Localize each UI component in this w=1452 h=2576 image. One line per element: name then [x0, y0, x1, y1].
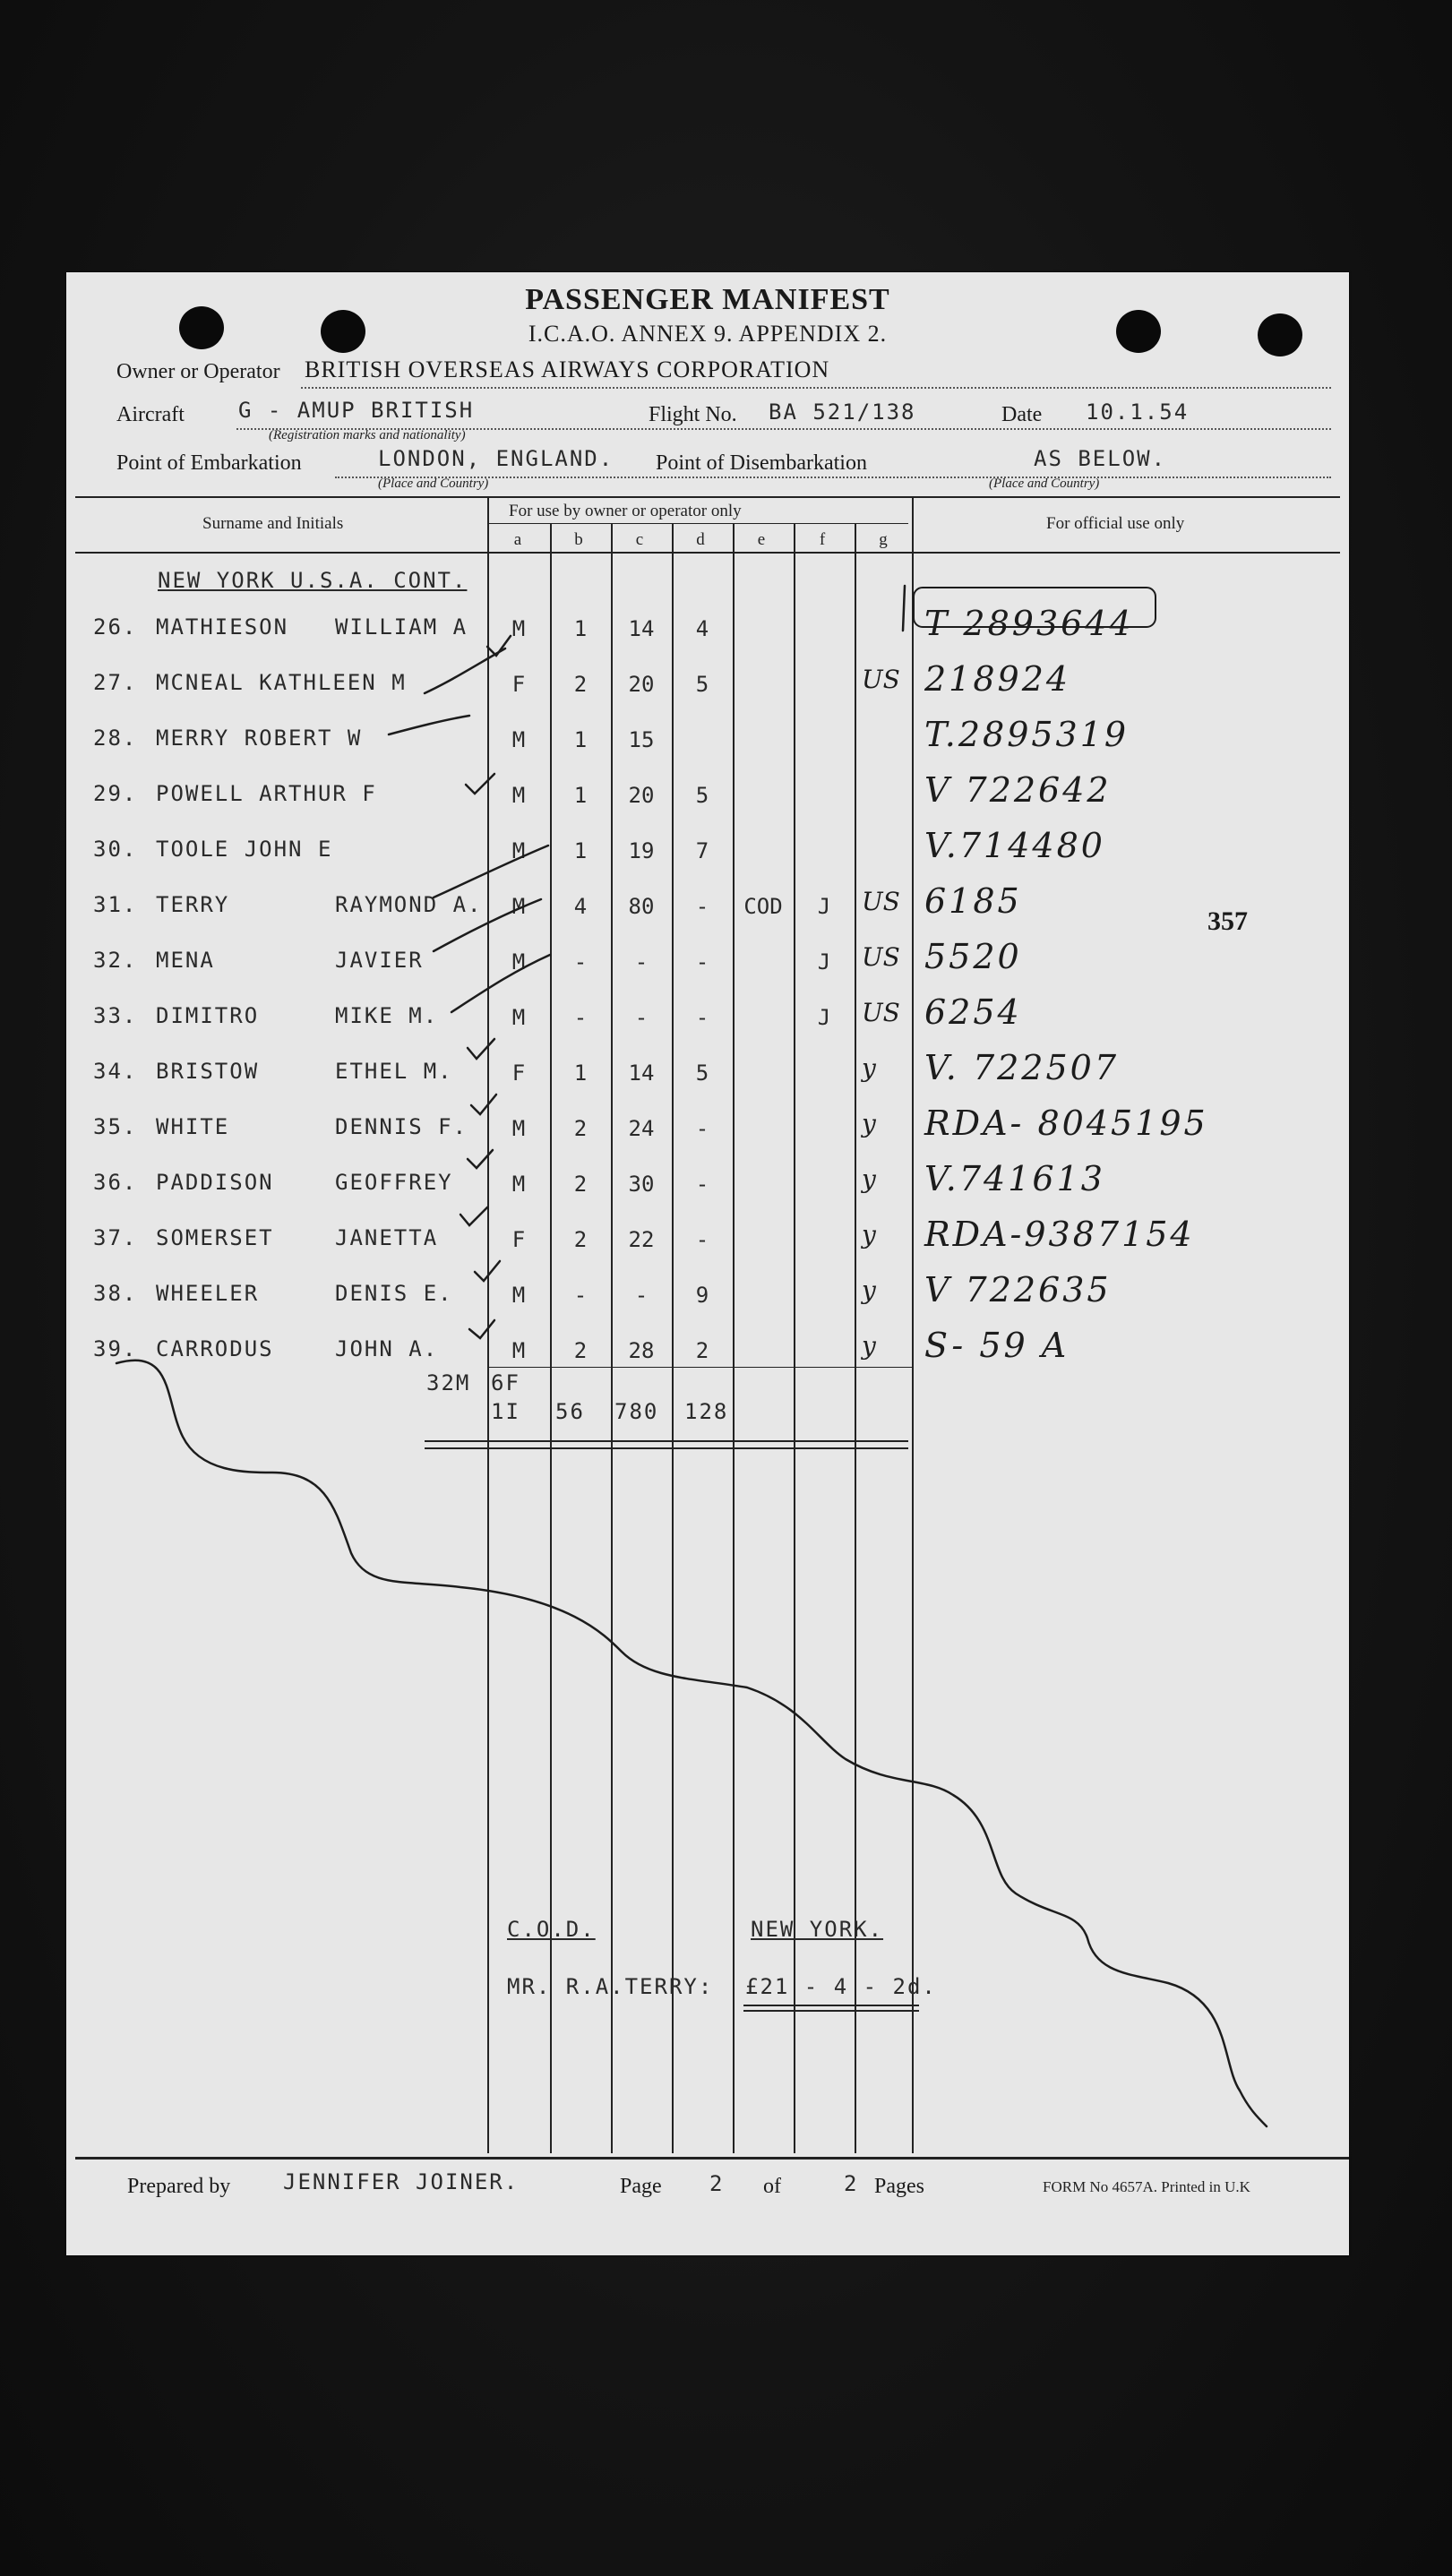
row-surname: POWELL ARTHUR F [156, 781, 377, 806]
check-mark-38 [475, 1261, 500, 1281]
check-mark-29 [466, 774, 494, 794]
row-col-c: 20 [628, 783, 655, 808]
row-col-a: M [511, 949, 526, 975]
row-col-g: y [862, 1164, 876, 1194]
date-label: Date [1001, 403, 1043, 426]
manifest-sheet [66, 272, 1349, 2255]
row-col-c: 22 [628, 1227, 655, 1252]
cod-place: NEW YORK. [751, 1917, 884, 1942]
totals-a-line2: 1I [491, 1399, 520, 1424]
row-surname: BRISTOW [156, 1059, 260, 1084]
page-label: Page [620, 2175, 662, 2198]
row-official: RDA-9387154 [924, 1215, 1195, 1254]
check-mark-39 [469, 1320, 494, 1338]
row-col-b: - [573, 949, 588, 975]
row-col-g: y [862, 1220, 876, 1249]
row-col-a: F [511, 1060, 526, 1086]
row-col-d: 5 [695, 672, 709, 697]
row-col-g: US [862, 942, 900, 972]
row-col-b: 2 [573, 672, 588, 697]
row-col-a: M [511, 838, 526, 863]
row-col-c: 19 [628, 838, 655, 863]
official-stroke [903, 586, 905, 631]
row-col-g: y [862, 1053, 876, 1083]
cod-amount: £21 - 4 - 2d. [745, 1974, 937, 1999]
row-col-b: - [573, 1283, 588, 1308]
row-col-c: - [634, 1005, 649, 1030]
row-surname: CARRODUS [156, 1336, 274, 1361]
row-col-c: 14 [628, 616, 655, 641]
row-col-f: J [817, 894, 831, 919]
row-col-a: M [511, 783, 526, 808]
row-number: 28. [93, 726, 138, 751]
row-col-d: 5 [695, 783, 709, 808]
row-official: V 722635 [924, 1270, 1112, 1309]
row-col-d: 2 [695, 1338, 709, 1363]
row-surname: SOMERSET [156, 1225, 274, 1250]
manifest-title: PASSENGER MANIFEST [525, 283, 890, 316]
row-col-a: M [511, 616, 526, 641]
row-col-f: J [817, 949, 831, 975]
col-official-header: For official use only [1046, 514, 1185, 533]
row-col-c: 15 [628, 727, 655, 752]
row-col-b: 1 [573, 616, 588, 641]
section-heading: NEW YORK U.S.A. CONT. [158, 568, 468, 593]
row-col-b: 2 [573, 1172, 588, 1197]
row-col-b: - [573, 1005, 588, 1030]
row-first-name: WILLIAM A [335, 614, 468, 640]
row-first-name: JAVIER [335, 948, 424, 973]
row-col-c: - [634, 1283, 649, 1308]
row-surname: PADDISON [156, 1170, 274, 1195]
row-col-c: 20 [628, 672, 655, 697]
row-surname: MERRY ROBERT W [156, 726, 363, 751]
form-number: FORM No 4657A. Printed in U.K [1043, 2178, 1250, 2195]
prepared-value: JENNIFER JOINER. [283, 2169, 520, 2194]
row-col-e: COD [743, 894, 783, 919]
handwritten-marks [66, 272, 1349, 2255]
row-surname: TERRY [156, 892, 230, 917]
row-col-c: - [634, 949, 649, 975]
cancellation-line [116, 1361, 1267, 2126]
row-col-b: 2 [573, 1116, 588, 1141]
row-col-c: 30 [628, 1172, 655, 1197]
totals-d: 128 [684, 1399, 729, 1424]
col-c-header: c [635, 530, 644, 549]
row-number: 27. [93, 670, 138, 695]
row-col-d: - [695, 1227, 709, 1252]
row-col-a: M [511, 1172, 526, 1197]
row-number: 35. [93, 1114, 138, 1139]
row-number: 29. [93, 781, 138, 806]
embark-note: (Place and Country) [378, 477, 489, 491]
cod-label: C.O.D. [507, 1917, 596, 1942]
pages-label: Pages [874, 2175, 924, 2198]
aircraft-label: Aircraft [116, 403, 185, 426]
row-col-b: 2 [573, 1227, 588, 1252]
row-surname: TOOLE JOHN E [156, 837, 333, 862]
row-first-name: ETHEL M. [335, 1059, 453, 1084]
row-col-g: US [862, 665, 900, 694]
row-col-d: - [695, 1005, 709, 1030]
row-surname: WHEELER [156, 1281, 260, 1306]
row-col-g: y [862, 1331, 876, 1361]
col-owner-use-header: For use by owner or operator only [509, 502, 742, 520]
of-label: of [763, 2175, 781, 2198]
embark-label: Point of Embarkation [116, 451, 302, 475]
side-number: 357 [1207, 906, 1248, 936]
row-surname: MATHIESON [156, 614, 289, 640]
totals-men: 32M [426, 1370, 471, 1395]
row-col-a: M [511, 1005, 526, 1030]
row-col-b: 2 [573, 1338, 588, 1363]
manifest-subtitle: I.C.A.O. ANNEX 9. APPENDIX 2. [528, 321, 888, 347]
col-f-header: f [819, 530, 826, 549]
embark-value: LONDON, ENGLAND. [378, 446, 614, 471]
aircraft-value: G - AMUP BRITISH [238, 398, 475, 423]
totals-b: 56 [555, 1399, 585, 1424]
totals-c: 780 [614, 1399, 659, 1424]
row-col-c: 80 [628, 894, 655, 919]
row-col-d: 4 [695, 616, 709, 641]
check-mark-34 [468, 1039, 494, 1059]
col-g-header: g [879, 530, 888, 549]
row-official: V 722642 [924, 770, 1112, 810]
row-col-g: US [862, 887, 900, 916]
row-col-c: 24 [628, 1116, 655, 1141]
row-col-a: M [511, 1283, 526, 1308]
row-first-name: JOHN A. [335, 1336, 439, 1361]
row-number: 33. [93, 1003, 138, 1028]
row-surname: MCNEAL KATHLEEN M [156, 670, 407, 695]
row-official: V. 722507 [924, 1048, 1120, 1087]
row-official: V.714480 [924, 826, 1105, 865]
row-number: 30. [93, 837, 138, 862]
row-number: 26. [93, 614, 138, 640]
row-official: 6254 [924, 992, 1022, 1032]
check-mark-36 [468, 1150, 493, 1168]
row-col-d: - [695, 949, 709, 975]
owner-value: BRITISH OVERSEAS AIRWAYS CORPORATION [305, 356, 830, 382]
row-col-d: 5 [695, 1060, 709, 1086]
row-number: 38. [93, 1281, 138, 1306]
row-official: S- 59 A [924, 1326, 1070, 1365]
row-official: V.741613 [924, 1159, 1105, 1198]
row-first-name: MIKE M. [335, 1003, 439, 1028]
check-mark-27 [425, 648, 505, 693]
flight-value: BA 521/138 [769, 399, 916, 425]
row-col-b: 1 [573, 783, 588, 808]
row-col-f: J [817, 1005, 831, 1030]
row-col-d: 7 [695, 838, 709, 863]
row-col-g: y [862, 1275, 876, 1305]
row-surname: MENA [156, 948, 215, 973]
check-mark-31 [434, 846, 548, 897]
flight-label: Flight No. [649, 403, 737, 426]
totals-a-line1: 6F [491, 1370, 520, 1395]
row-col-d: - [695, 1116, 709, 1141]
row-col-g: y [862, 1109, 876, 1138]
pages-value: 2 [844, 2171, 859, 2196]
check-mark-28 [389, 716, 469, 734]
row-surname: DIMITRO [156, 1003, 260, 1028]
row-col-c: 14 [628, 1060, 655, 1086]
row-official: RDA- 8045195 [924, 1103, 1208, 1143]
row-number: 32. [93, 948, 138, 973]
row-official: T 2893644 [924, 604, 1134, 643]
col-e-header: e [757, 530, 766, 549]
row-col-b: 4 [573, 894, 588, 919]
row-col-a: M [511, 727, 526, 752]
row-surname: WHITE [156, 1114, 230, 1139]
row-number: 31. [93, 892, 138, 917]
row-first-name: DENNIS F. [335, 1114, 468, 1139]
row-first-name: GEOFFREY [335, 1170, 453, 1195]
prepared-label: Prepared by [127, 2175, 231, 2198]
row-col-b: 1 [573, 727, 588, 752]
row-col-a: M [511, 1338, 526, 1363]
page-value: 2 [709, 2171, 725, 2196]
aircraft-note: (Registration marks and nationality) [269, 428, 466, 442]
col-d-header: d [696, 530, 705, 549]
row-col-a: F [511, 1227, 526, 1252]
row-col-a: F [511, 672, 526, 697]
col-b-header: b [574, 530, 583, 549]
row-first-name: DENIS E. [335, 1281, 453, 1306]
check-mark-33 [451, 955, 550, 1012]
owner-label: Owner or Operator [116, 360, 280, 383]
row-col-d: - [695, 894, 709, 919]
row-official: 218924 [924, 659, 1071, 699]
row-col-d: - [695, 1172, 709, 1197]
row-col-b: 1 [573, 1060, 588, 1086]
row-col-a: M [511, 1116, 526, 1141]
official-box-26 [914, 588, 1156, 627]
disembark-note: (Place and Country) [989, 477, 1100, 491]
row-number: 37. [93, 1225, 138, 1250]
row-first-name: RAYMOND A. [335, 892, 483, 917]
disembark-label: Point of Disembarkation [656, 451, 867, 475]
col-a-header: a [513, 530, 522, 549]
row-col-g: US [862, 998, 900, 1027]
row-number: 34. [93, 1059, 138, 1084]
col-name-header: Surname and Initials [202, 514, 344, 533]
row-col-c: 28 [628, 1338, 655, 1363]
check-mark-32 [434, 899, 541, 951]
row-number: 39. [93, 1336, 138, 1361]
disembark-value: AS BELOW. [1034, 446, 1167, 471]
row-number: 36. [93, 1170, 138, 1195]
row-official: 5520 [924, 937, 1022, 976]
row-col-b: 1 [573, 838, 588, 863]
row-official: T.2895319 [924, 715, 1130, 754]
row-col-d: 9 [695, 1283, 709, 1308]
check-mark-35 [471, 1095, 496, 1114]
cod-payer: MR. R.A.TERRY: [507, 1974, 714, 1999]
row-col-a: M [511, 894, 526, 919]
date-value: 10.1.54 [1086, 399, 1190, 425]
check-mark-37 [460, 1207, 487, 1225]
row-first-name: JANETTA [335, 1225, 439, 1250]
row-official: 6185 [924, 881, 1022, 921]
